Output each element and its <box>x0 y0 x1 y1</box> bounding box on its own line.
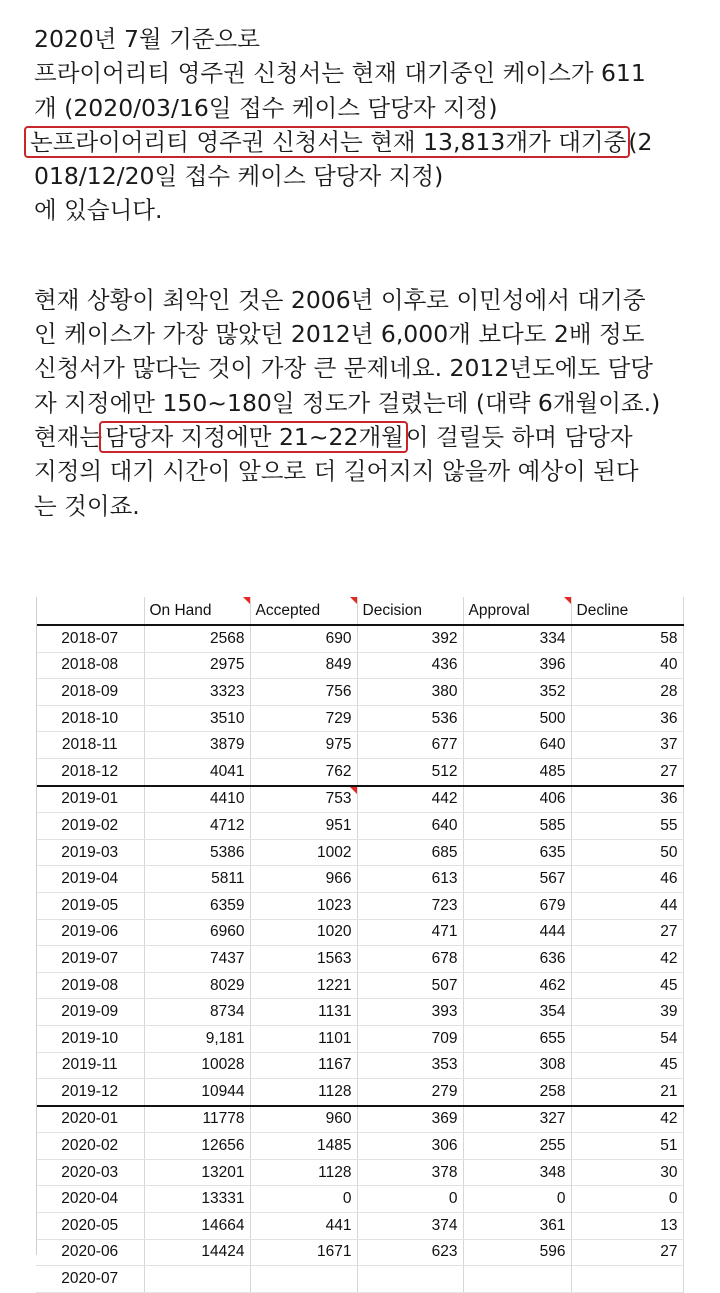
approval-cell: 406 <box>463 786 571 813</box>
month-cell: 2019-08 <box>36 972 144 999</box>
accepted-cell: 1023 <box>250 892 357 919</box>
table-body <box>36 625 683 1292</box>
text-line: 현재 상황이 최악인 것은 2006년 이후로 이민성에서 대기중 <box>34 285 646 314</box>
decision-cell: 392 <box>357 625 463 652</box>
decline-cell: 0 <box>571 1186 683 1213</box>
spreadsheet-image <box>36 597 686 1288</box>
decision-cell: 507 <box>357 972 463 999</box>
month-cell: 2019-10 <box>36 1025 144 1052</box>
decline-cell: 37 <box>571 732 683 759</box>
accepted-cell: 441 <box>250 1213 357 1240</box>
decision-cell: 678 <box>357 946 463 973</box>
accepted-cell: 1221 <box>250 972 357 999</box>
month-cell: 2020-06 <box>36 1239 144 1266</box>
text-fragment: (2 <box>628 127 653 156</box>
paragraph-1 <box>30 22 714 228</box>
month-cell: 2018-10 <box>36 705 144 732</box>
decision-cell: 512 <box>357 758 463 785</box>
approval-cell: 361 <box>463 1213 571 1240</box>
on-hand-cell: 8734 <box>144 999 250 1026</box>
on-hand-cell: 10028 <box>144 1052 250 1079</box>
decision-cell: 613 <box>357 866 463 893</box>
month-cell: 2020-04 <box>36 1186 144 1213</box>
table-row <box>36 999 683 1026</box>
text-fragment: 현재는 <box>34 422 103 451</box>
decline-cell: 46 <box>571 866 683 893</box>
approval-cell: 636 <box>463 946 571 973</box>
accepted-cell: 1002 <box>250 839 357 866</box>
month-cell: 2019-04 <box>36 866 144 893</box>
decision-cell: 640 <box>357 813 463 840</box>
decline-cell: 44 <box>571 892 683 919</box>
month-cell: 2020-07 <box>36 1266 144 1293</box>
header-cell-decline: Decline <box>571 597 683 625</box>
decision-cell: 536 <box>357 705 463 732</box>
header-cell-accepted: Accepted <box>250 597 357 625</box>
table-row <box>36 1186 683 1213</box>
decision-cell: 436 <box>357 652 463 679</box>
text-line: 개 (2020/03/16일 접수 케이스 담당자 지정) <box>34 93 498 122</box>
table-row <box>36 705 683 732</box>
decline-cell: 54 <box>571 1025 683 1052</box>
decision-cell: 378 <box>357 1159 463 1186</box>
text-line: 지정의 대기 시간이 앞으로 더 길어지지 않을까 예상이 된다 <box>34 457 639 486</box>
decline-cell: 27 <box>571 758 683 785</box>
approval-cell: 0 <box>463 1186 571 1213</box>
text-line: 인 케이스가 가장 많았던 2012년 6,000개 보다도 2배 정도 <box>34 320 645 349</box>
table-row <box>36 813 683 840</box>
table-header-row <box>36 597 683 625</box>
on-hand-cell: 4712 <box>144 813 250 840</box>
decision-cell: 442 <box>357 786 463 813</box>
table-row <box>36 758 683 785</box>
table-row <box>36 1052 683 1079</box>
accepted-cell <box>250 1266 357 1293</box>
table-row <box>36 1133 683 1160</box>
text-line: 에 있습니다. <box>34 196 163 225</box>
table-row <box>36 1159 683 1186</box>
month-cell: 2019-05 <box>36 892 144 919</box>
table-row <box>36 1106 683 1133</box>
table-row <box>36 679 683 706</box>
month-cell: 2019-01 <box>36 786 144 813</box>
on-hand-cell: 2975 <box>144 652 250 679</box>
approval-cell: 500 <box>463 705 571 732</box>
table-row <box>36 1239 683 1266</box>
decline-cell: 51 <box>571 1133 683 1160</box>
accepted-cell: 690 <box>250 625 357 652</box>
decision-cell: 723 <box>357 892 463 919</box>
month-cell: 2020-02 <box>36 1133 144 1160</box>
month-cell: 2019-02 <box>36 813 144 840</box>
approval-cell: 596 <box>463 1239 571 1266</box>
decline-cell: 42 <box>571 1106 683 1133</box>
accepted-cell: 729 <box>250 705 357 732</box>
text-line-with-highlight <box>30 125 714 159</box>
accepted-cell: 951 <box>250 813 357 840</box>
approval-cell: 462 <box>463 972 571 999</box>
decision-cell: 380 <box>357 679 463 706</box>
table-row <box>36 732 683 759</box>
accepted-cell: 849 <box>250 652 357 679</box>
table-row <box>36 972 683 999</box>
on-hand-cell: 14424 <box>144 1239 250 1266</box>
month-cell: 2018-11 <box>36 732 144 759</box>
text-line: 2020년 7월 기준으로 <box>34 25 260 53</box>
table-row <box>36 625 683 652</box>
accepted-cell: 1128 <box>250 1079 357 1106</box>
text-fragment: 이 걸릴듯 하며 담당자 <box>405 422 633 451</box>
accepted-cell: 753 <box>250 786 357 813</box>
approval-cell: 655 <box>463 1025 571 1052</box>
decline-cell: 30 <box>571 1159 683 1186</box>
accepted-cell: 762 <box>250 758 357 785</box>
approval-cell: 640 <box>463 732 571 759</box>
on-hand-cell: 13201 <box>144 1159 250 1186</box>
paragraph-gap <box>34 228 714 283</box>
approval-cell: 255 <box>463 1133 571 1160</box>
decline-cell: 27 <box>571 919 683 946</box>
on-hand-cell: 5811 <box>144 866 250 893</box>
decision-cell: 685 <box>357 839 463 866</box>
on-hand-cell: 3510 <box>144 705 250 732</box>
decision-cell: 393 <box>357 999 463 1026</box>
header-cell-on-hand: On Hand <box>144 597 250 625</box>
on-hand-cell: 5386 <box>144 839 250 866</box>
table-row <box>36 866 683 893</box>
accepted-cell: 756 <box>250 679 357 706</box>
decline-cell: 45 <box>571 1052 683 1079</box>
accepted-cell: 1131 <box>250 999 357 1026</box>
month-cell: 2018-07 <box>36 625 144 652</box>
decision-cell: 374 <box>357 1213 463 1240</box>
decline-cell: 21 <box>571 1079 683 1106</box>
table-row <box>36 946 683 973</box>
on-hand-cell <box>144 1266 250 1293</box>
accepted-cell: 975 <box>250 732 357 759</box>
on-hand-cell: 2568 <box>144 625 250 652</box>
text-line: 프라이어리티 영주권 신청서는 현재 대기중인 케이스가 611 <box>34 59 646 88</box>
on-hand-cell: 3323 <box>144 679 250 706</box>
decision-cell: 0 <box>357 1186 463 1213</box>
month-cell: 2018-12 <box>36 758 144 785</box>
month-cell: 2018-08 <box>36 652 144 679</box>
table-row <box>36 839 683 866</box>
decision-cell: 353 <box>357 1052 463 1079</box>
approval-cell: 567 <box>463 866 571 893</box>
header-cell-decision: Decision <box>357 597 463 625</box>
on-hand-cell: 6960 <box>144 919 250 946</box>
month-cell: 2019-06 <box>36 919 144 946</box>
decision-cell <box>357 1266 463 1293</box>
decision-cell: 306 <box>357 1133 463 1160</box>
month-cell: 2018-09 <box>36 679 144 706</box>
on-hand-cell: 12656 <box>144 1133 250 1160</box>
approval-cell: 327 <box>463 1106 571 1133</box>
accepted-cell: 1101 <box>250 1025 357 1052</box>
approval-cell <box>463 1266 571 1293</box>
highlight-box-non-priority: 논프라이어리티 영주권 신청서는 현재 13,813개가 대기중 <box>26 128 628 156</box>
on-hand-cell: 14664 <box>144 1213 250 1240</box>
on-hand-cell: 6359 <box>144 892 250 919</box>
on-hand-cell: 4041 <box>144 758 250 785</box>
month-cell: 2019-11 <box>36 1052 144 1079</box>
month-cell: 2020-03 <box>36 1159 144 1186</box>
application-stats-table <box>36 597 684 1293</box>
table-row <box>36 892 683 919</box>
accepted-cell: 1020 <box>250 919 357 946</box>
decline-cell: 55 <box>571 813 683 840</box>
accepted-cell: 1167 <box>250 1052 357 1079</box>
on-hand-cell: 8029 <box>144 972 250 999</box>
month-cell: 2019-12 <box>36 1079 144 1106</box>
on-hand-cell: 3879 <box>144 732 250 759</box>
decline-cell: 36 <box>571 786 683 813</box>
decline-cell: 42 <box>571 946 683 973</box>
table-row <box>36 786 683 813</box>
accepted-cell: 960 <box>250 1106 357 1133</box>
header-cell-approval: Approval <box>463 597 571 625</box>
accepted-cell: 0 <box>250 1186 357 1213</box>
table-row <box>36 1079 683 1106</box>
approval-cell: 352 <box>463 679 571 706</box>
decline-cell: 28 <box>571 679 683 706</box>
decision-cell: 369 <box>357 1106 463 1133</box>
text-line: 자 지정에만 150~180일 정도가 걸렸는데 (대략 6개월이죠.) <box>34 388 661 417</box>
month-cell: 2019-03 <box>36 839 144 866</box>
approval-cell: 485 <box>463 758 571 785</box>
on-hand-cell: 11778 <box>144 1106 250 1133</box>
accepted-cell: 1485 <box>250 1133 357 1160</box>
header-cell-month <box>36 597 144 625</box>
approval-cell: 679 <box>463 892 571 919</box>
accepted-cell: 966 <box>250 866 357 893</box>
decline-cell: 58 <box>571 625 683 652</box>
accepted-cell: 1128 <box>250 1159 357 1186</box>
decline-cell: 27 <box>571 1239 683 1266</box>
decline-cell: 40 <box>571 652 683 679</box>
decision-cell: 279 <box>357 1079 463 1106</box>
table-row <box>36 652 683 679</box>
decline-cell <box>571 1266 683 1293</box>
text-line: 는 것이죠. <box>34 491 140 520</box>
article-body <box>30 22 714 523</box>
approval-cell: 258 <box>463 1079 571 1106</box>
decision-cell: 709 <box>357 1025 463 1052</box>
table-row <box>36 919 683 946</box>
accepted-cell: 1671 <box>250 1239 357 1266</box>
decline-cell: 36 <box>571 705 683 732</box>
month-cell: 2019-09 <box>36 999 144 1026</box>
on-hand-cell: 13331 <box>144 1186 250 1213</box>
on-hand-cell: 7437 <box>144 946 250 973</box>
paragraph-2 <box>34 283 714 523</box>
text-line-with-highlight <box>34 420 714 454</box>
decline-cell: 45 <box>571 972 683 999</box>
text-line: 018/12/20일 접수 케이스 담당자 지정) <box>34 162 444 191</box>
approval-cell: 334 <box>463 625 571 652</box>
approval-cell: 354 <box>463 999 571 1026</box>
table-row <box>36 1025 683 1052</box>
decline-cell: 39 <box>571 999 683 1026</box>
highlight-box-wait-time: 담당자 지정에만 21~22개월 <box>101 423 406 451</box>
text-line: 신청서가 많다는 것이 가장 큰 문제네요. 2012년도에도 담당 <box>34 354 653 383</box>
decline-cell: 50 <box>571 839 683 866</box>
decision-cell: 623 <box>357 1239 463 1266</box>
decline-cell: 13 <box>571 1213 683 1240</box>
approval-cell: 308 <box>463 1052 571 1079</box>
decision-cell: 471 <box>357 919 463 946</box>
month-cell: 2019-07 <box>36 946 144 973</box>
accepted-cell: 1563 <box>250 946 357 973</box>
approval-cell: 585 <box>463 813 571 840</box>
on-hand-cell: 4410 <box>144 786 250 813</box>
on-hand-cell: 9,181 <box>144 1025 250 1052</box>
on-hand-cell: 10944 <box>144 1079 250 1106</box>
month-cell: 2020-05 <box>36 1213 144 1240</box>
approval-cell: 348 <box>463 1159 571 1186</box>
table-row <box>36 1213 683 1240</box>
month-cell: 2020-01 <box>36 1106 144 1133</box>
decision-cell: 677 <box>357 732 463 759</box>
approval-cell: 396 <box>463 652 571 679</box>
approval-cell: 444 <box>463 919 571 946</box>
approval-cell: 635 <box>463 839 571 866</box>
table-row <box>36 1266 683 1293</box>
